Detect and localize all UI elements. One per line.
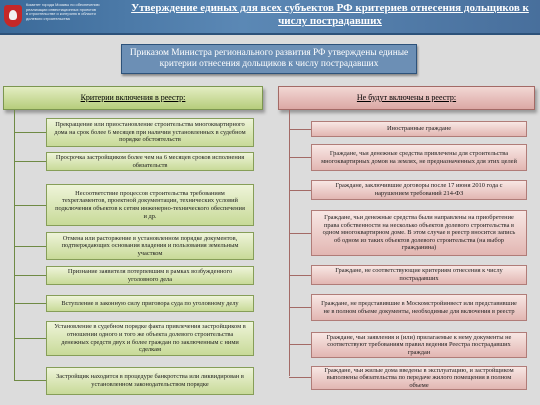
exclusion-connector-tick — [289, 307, 311, 308]
inclusion-connector-tick — [14, 205, 46, 206]
inclusion-connector-tick — [14, 161, 46, 162]
inclusion-item: Вступление в законную силу приговора суда по уголовному делу — [46, 295, 254, 312]
exclusion-item: Граждане, чьи денежные средства были направлены на приобретение права собственности на несколько объектов долевого строительства в одном многоквартирном доме. В этом случае в реестр вносится запись об одном из таких объектов долевого строительства (на выбор гражданина) — [311, 210, 527, 256]
inclusion-connector-tick — [14, 380, 46, 381]
inclusion-connector-tick — [14, 338, 46, 339]
exclusion-connector-tick — [289, 377, 311, 378]
ministry-name: Комитет города Москвы по обеспечению реализации инвестиционных проектов в строительстве и контролю в области долевого строительства — [26, 2, 100, 22]
exclusion-connector — [289, 110, 290, 376]
moscow-emblem-icon — [4, 5, 22, 27]
inclusion-connector-tick — [14, 132, 46, 133]
inclusion-connector-tick — [14, 303, 46, 304]
exclusion-connector-tick — [289, 233, 311, 234]
exclusion-connector-tick — [289, 344, 311, 345]
exclusion-item: Граждане, чьи жилые дома введены в эксплуатацию, и застройщиком выполнены обязательства по передаче жилого помещения в полном объеме — [311, 366, 527, 390]
exclusion-item: Граждане, чьи денежные средства привлечены для строительства многоквартирных домов на землях, не предназначенных для этих целей — [311, 144, 527, 171]
inclusion-item: Просрочка застройщиком более чем на 6 месяцев сроков исполнения обязательств — [46, 152, 254, 171]
inclusion-item: Застройщик находится в процедуре банкротства или ликвидирован в установленном законодательством порядке — [46, 367, 254, 395]
exclusion-connector-tick — [289, 275, 311, 276]
inclusion-connector-tick — [14, 275, 46, 276]
inclusion-item: Несоответствие процессов строительства требованиям техрегламентов, проектной документации, технических условий подключения объектов к сетям инженерно-технического обеспечения и др. — [46, 184, 254, 226]
order-title-box: Приказом Министра регионального развития РФ утверждены единые критерии отнесения дольщиков к числу пострадавших — [121, 44, 417, 74]
exclusion-connector-tick — [289, 129, 311, 130]
exclusion-heading — [278, 86, 535, 110]
inclusion-heading-label: Критерии включения в реестр: — [80, 93, 186, 102]
exclusion-item: Граждане, не соответствующие критериям отнесения к числу пострадавших — [311, 265, 527, 285]
inclusion-item: Установление в судебном порядке факта привлечения застройщиком в отношении одного и того же объекта долевого строительства денежных средств двух и более граждан по заключенным с ними сделкам — [46, 321, 254, 356]
inclusion-heading — [3, 86, 263, 110]
exclusion-item: Иностранные граждане — [311, 121, 527, 137]
inclusion-item: Признание заявителя потерпевшим в рамках возбужденного уголовного дела — [46, 266, 254, 285]
exclusion-connector-tick — [289, 190, 311, 191]
header-banner — [0, 0, 540, 35]
page-title: Утверждение единых для всех субъектов РФ критериев отнесения дольщиков к числу пострадавших — [131, 2, 529, 27]
exclusion-item: Граждане, чьи заявления и (или) прилагаемые к нему документы не соответствуют требованиям правил ведения Реестра пострадавших граждан — [311, 332, 527, 358]
inclusion-connector-tick — [14, 246, 46, 247]
exclusion-heading-label: Не будут включены в реестр: — [356, 93, 457, 102]
exclusion-item: Граждане, заключившие договоры после 17 июня 2010 года с нарушением требований 214-ФЗ — [311, 180, 527, 200]
exclusion-item: Граждане, не представившие в Москомстройинвест или представившие не в полном объеме документы, необходимые для включения в реестр — [311, 294, 527, 321]
inclusion-item: Отмена или расторжение в установленном порядке документов, подтверждающих основания владения и пользования земельным участком — [46, 232, 254, 260]
inclusion-item: Прекращение или приостановление строительства многоквартирного дома на срок более 6 месяцев при наличии установленных в судебном порядке обстоятельств — [46, 118, 254, 147]
exclusion-connector-tick — [289, 157, 311, 158]
